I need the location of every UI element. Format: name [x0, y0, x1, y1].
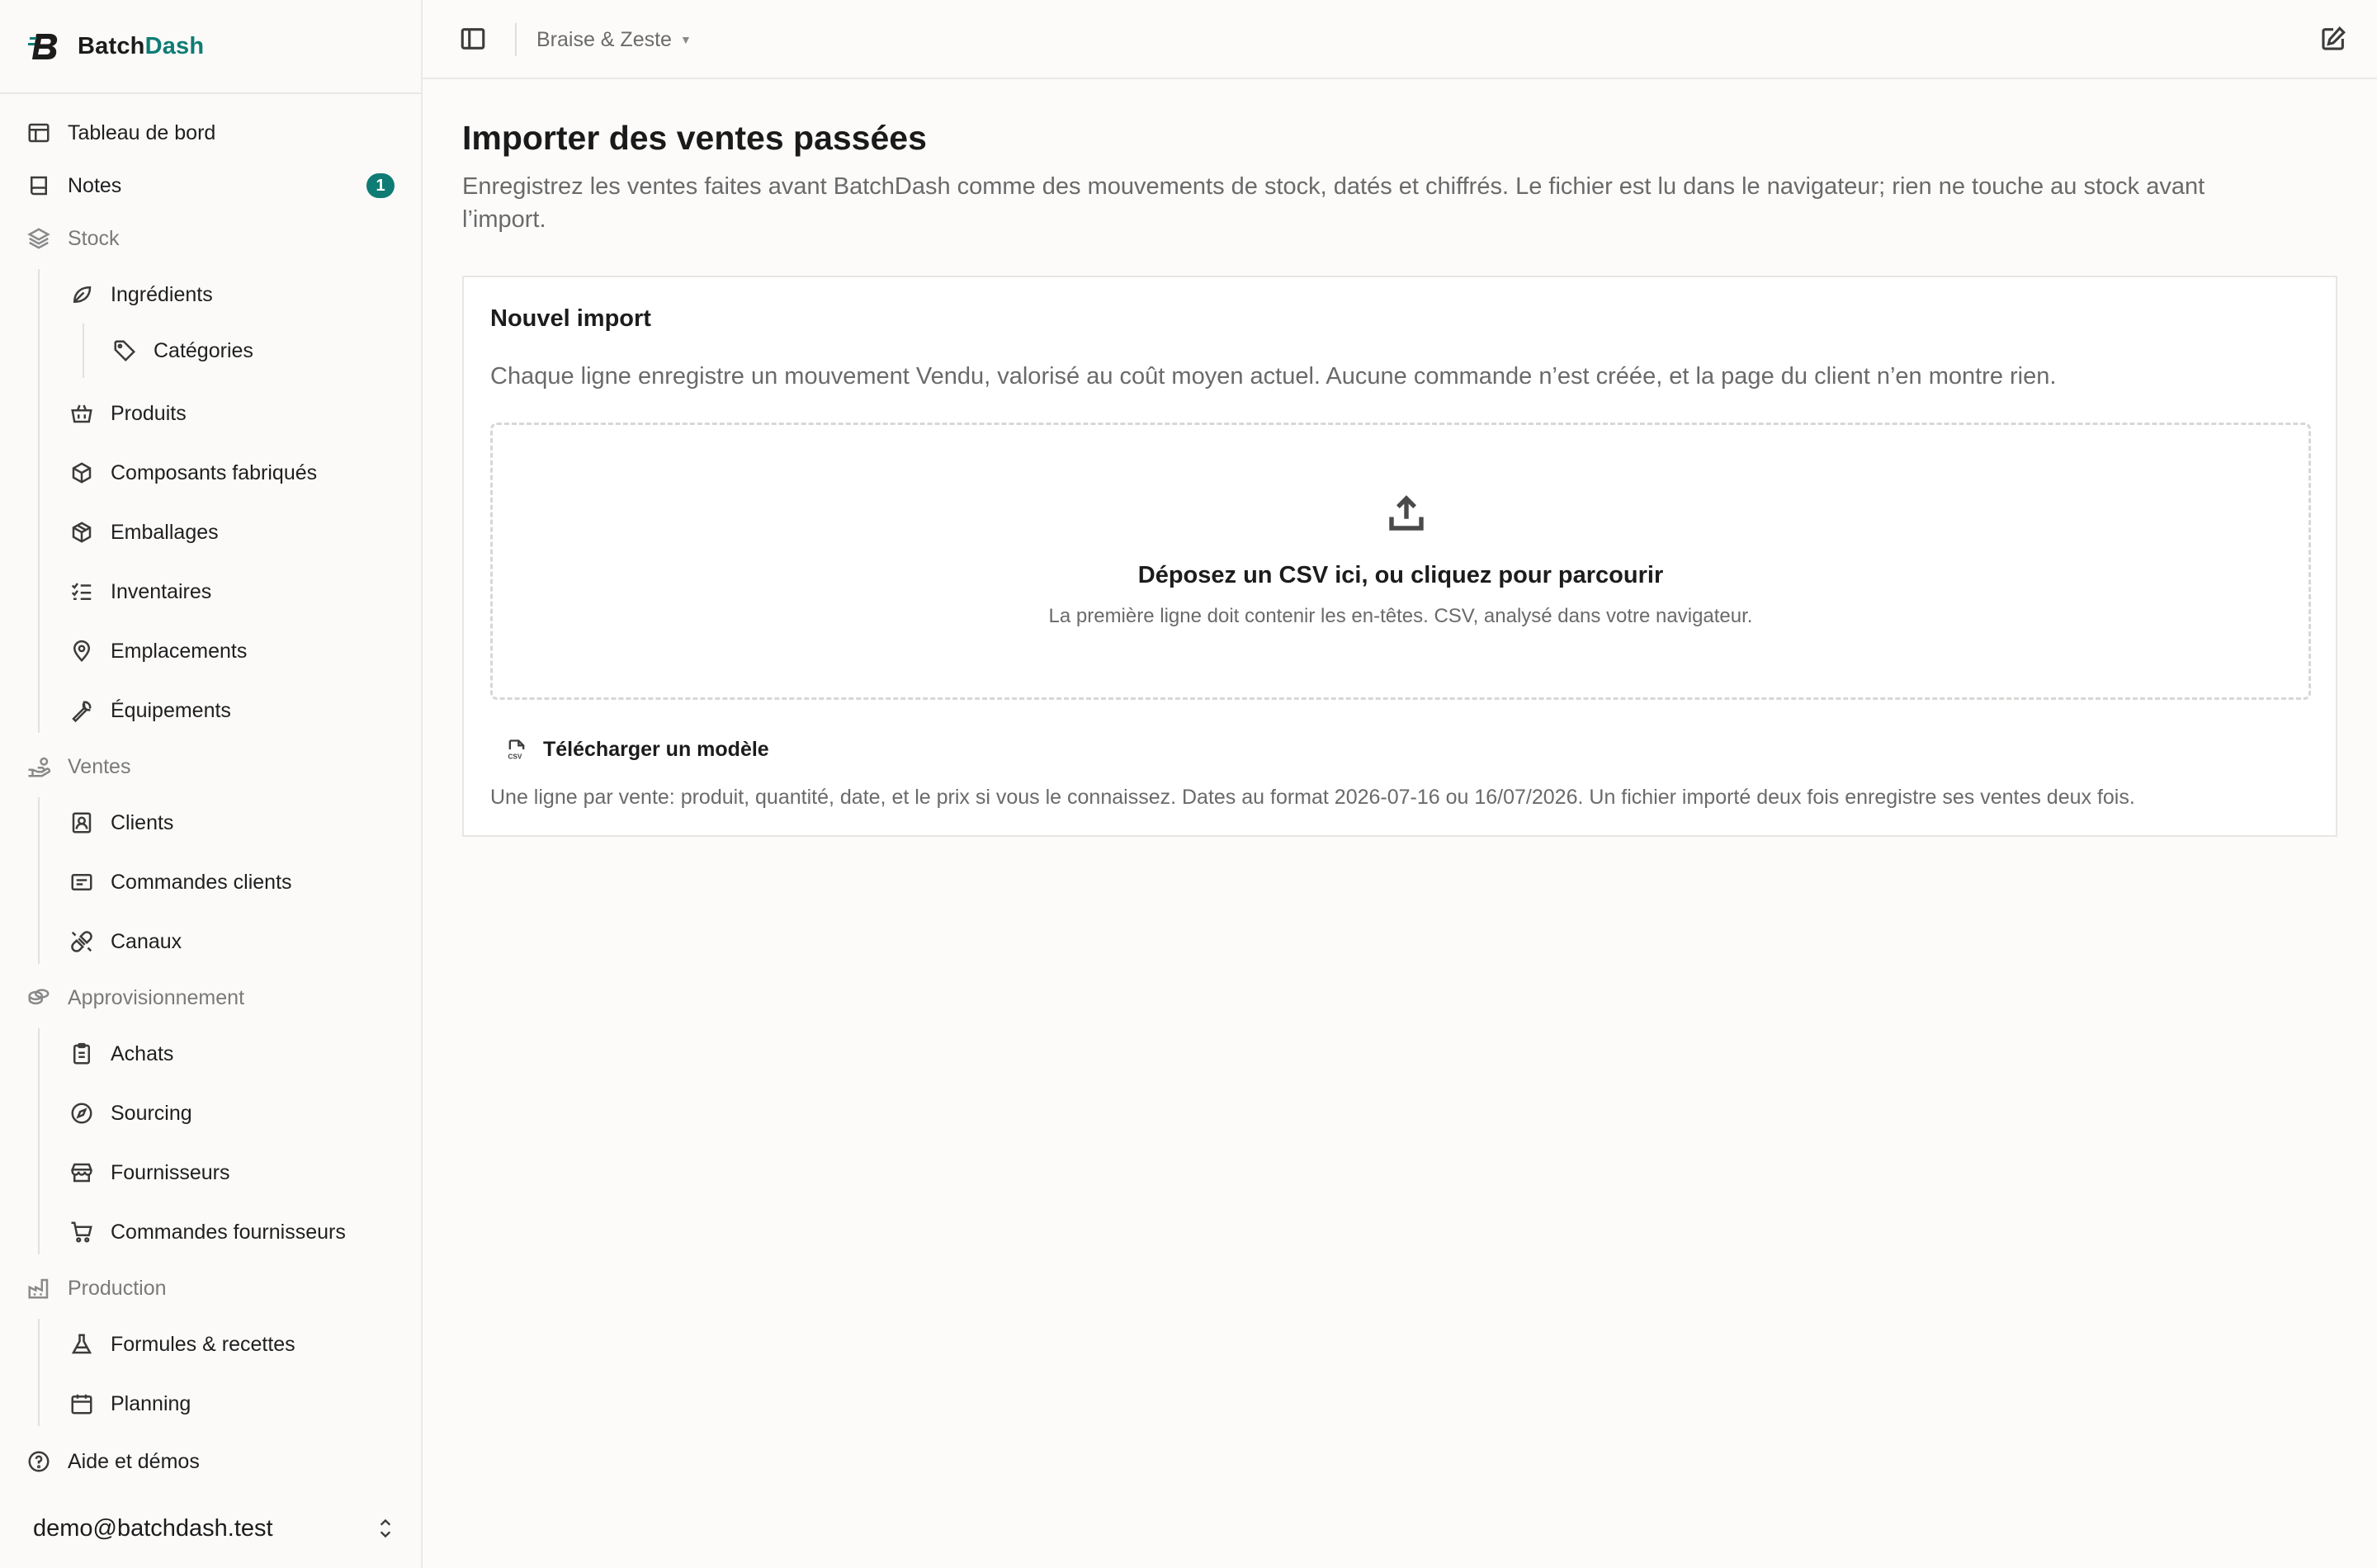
sidebar-item-label: Fournisseurs: [111, 1160, 230, 1184]
sidebar-item-channels[interactable]: [69, 920, 182, 963]
sidebar-item-label: Clients: [111, 810, 174, 834]
sidebar-item-components[interactable]: [69, 451, 317, 494]
compose-button[interactable]: [2319, 25, 2347, 53]
map-pin-icon: [69, 639, 94, 664]
layout-icon: [26, 120, 51, 145]
organization-name: Braise & Zeste: [536, 27, 672, 51]
sidebar-section-label: Approvisionnement: [68, 985, 245, 1009]
sidebar-item-label: Inventaires: [111, 579, 212, 603]
sidebar-item-notes[interactable]: [26, 164, 121, 207]
sidebar-item-label: Ingrédients: [111, 282, 213, 306]
calendar-icon: [69, 1391, 94, 1416]
download-template-label: Télécharger un modèle: [543, 737, 769, 761]
tree-line: [38, 797, 40, 964]
wrench-icon: [69, 698, 94, 723]
shopping-cart-icon: [69, 1220, 94, 1244]
brand-name: [78, 33, 204, 60]
sidebar-item-label: Catégories: [154, 338, 253, 362]
panel-left-icon: [459, 25, 487, 53]
sidebar-item-planning[interactable]: [69, 1382, 191, 1425]
batchdash-logo-icon: [28, 29, 63, 64]
chevrons-up-down-icon: [375, 1516, 396, 1541]
sidebar-item-label: Canaux: [111, 929, 182, 953]
sidebar-section-approvisionnement[interactable]: [26, 976, 244, 1019]
factory-icon: [26, 1276, 51, 1301]
sidebar-item-products[interactable]: [69, 392, 187, 435]
sidebar-item-locations[interactable]: [69, 630, 247, 673]
topbar-divider: [515, 23, 517, 56]
contact-icon: [69, 810, 94, 835]
sidebar-item-customer-orders[interactable]: [69, 861, 292, 904]
user-menu[interactable]: [33, 1507, 396, 1550]
sidebar-item-label: Planning: [111, 1391, 191, 1415]
sidebar-item-label: Achats: [111, 1041, 174, 1065]
svg-text:CSV: CSV: [508, 753, 522, 761]
sidebar-section-label: Stock: [68, 226, 120, 250]
card-description: Chaque ligne enregistre un mouvement Vendu, valorisé au coût moyen actuel. Aucune commande n’est créée, et la page du client n’en montre rien.: [490, 363, 2057, 390]
sidebar-item-inventories[interactable]: [69, 570, 211, 613]
receipt-icon: [69, 870, 94, 895]
sidebar-section-label: Production: [68, 1276, 167, 1300]
dropzone-title: Déposez un CSV ici, ou cliquez pour parcourir: [1137, 562, 1664, 588]
sidebar-item-label: Tableau de bord: [68, 120, 216, 144]
page-title: Importer des ventes passées: [462, 119, 927, 157]
unplug-icon: [69, 929, 94, 954]
import-help-note: Une ligne par vente: produit, quantité, date, et le prix si vous le connaissez. Dates au format 2026-07-16 ou 16/07/2026. Un fichier importé deux fois enregistre ses ventes deux fois.: [490, 786, 2135, 809]
flask-icon: [69, 1332, 94, 1357]
package-icon: [69, 520, 94, 545]
sidebar-section-label: Ventes: [68, 754, 131, 778]
sidebar-item-recipes[interactable]: [69, 1323, 295, 1366]
sidebar-section-production[interactable]: [26, 1267, 167, 1310]
sidebar-divider: [0, 92, 421, 94]
layers-icon: [26, 226, 51, 251]
upload-icon: [1384, 491, 1429, 536]
sidebar-toggle-button[interactable]: [459, 25, 487, 53]
sidebar-item-label: Sourcing: [111, 1101, 192, 1125]
help-circle-icon: [26, 1449, 51, 1474]
sidebar-item-purchases[interactable]: [69, 1032, 173, 1075]
sidebar-item-clients[interactable]: [69, 801, 173, 844]
topbar: [423, 0, 2377, 79]
compass-icon: [69, 1101, 94, 1126]
sidebar-item-ingredients[interactable]: [69, 273, 213, 316]
brand-name-accent: Dash: [144, 32, 205, 59]
sidebar-item-label: Notes: [68, 173, 122, 197]
sidebar-item-label: Produits: [111, 401, 187, 425]
sidebar-section-stock[interactable]: [26, 217, 120, 260]
tree-line: [38, 269, 40, 733]
page-description: Enregistrez les ventes faites avant BatchDash comme des mouvements de stock, datés et chiffrés. Le fichier est lu dans le navigateur; rien ne touche au stock avant l’import.: [462, 173, 2205, 233]
sidebar-item-suppliers[interactable]: [69, 1151, 230, 1194]
dropzone-subtitle: La première ligne doit contenir les en-têtes. CSV, analysé dans votre navigateur.: [1048, 605, 1753, 627]
leaf-icon: [69, 282, 94, 307]
notes-count-badge: 1: [366, 173, 395, 198]
store-icon: [69, 1160, 94, 1185]
sidebar-item-label: Commandes fournisseurs: [111, 1220, 346, 1244]
basket-icon: [69, 401, 94, 426]
brand[interactable]: [28, 23, 204, 69]
organization-switcher[interactable]: [536, 23, 692, 56]
tree-line: [38, 1028, 40, 1254]
download-template-button[interactable]: [507, 731, 769, 767]
list-checks-icon: [69, 579, 94, 604]
tree-line: [38, 1319, 40, 1426]
sidebar-item-label: Composants fabriqués: [111, 460, 318, 484]
import-card: [462, 276, 2337, 837]
sidebar-item-packaging[interactable]: [69, 511, 219, 554]
sidebar-item-dashboard[interactable]: [26, 111, 215, 154]
sidebar-item-label: Emplacements: [111, 639, 248, 663]
file-csv-icon: [507, 738, 527, 761]
sidebar-section-ventes[interactable]: [26, 745, 130, 788]
square-pen-icon: [2319, 25, 2347, 53]
card-title: Nouvel import: [490, 305, 651, 332]
coins-icon: [26, 985, 51, 1010]
sidebar-item-label: Formules & recettes: [111, 1332, 295, 1356]
brand-name-main: Batch: [78, 32, 145, 59]
sidebar-item-label: Équipements: [111, 698, 231, 722]
notebook-icon: [26, 173, 51, 198]
tag-icon: [112, 338, 137, 363]
clipboard-icon: [69, 1041, 94, 1066]
sidebar-item-label: Commandes clients: [111, 870, 292, 894]
user-email: demo@batchdash.test: [33, 1514, 273, 1542]
tree-line: [83, 324, 84, 378]
sidebar-item-supplier-orders[interactable]: [69, 1211, 346, 1254]
hand-coins-icon: [26, 754, 51, 779]
sidebar-item-categories[interactable]: [112, 329, 253, 372]
sidebar-item-sourcing[interactable]: [69, 1092, 192, 1135]
box-icon: [69, 460, 94, 485]
sidebar-item-label: Aide et démos: [68, 1449, 200, 1473]
sidebar-item-label: Emballages: [111, 520, 219, 544]
sidebar-item-equipment[interactable]: [69, 689, 231, 732]
csv-dropzone[interactable]: [490, 423, 2311, 700]
sidebar: [0, 0, 423, 1568]
caret-down-icon: ▼: [679, 33, 692, 46]
sidebar-item-help[interactable]: [26, 1440, 200, 1483]
